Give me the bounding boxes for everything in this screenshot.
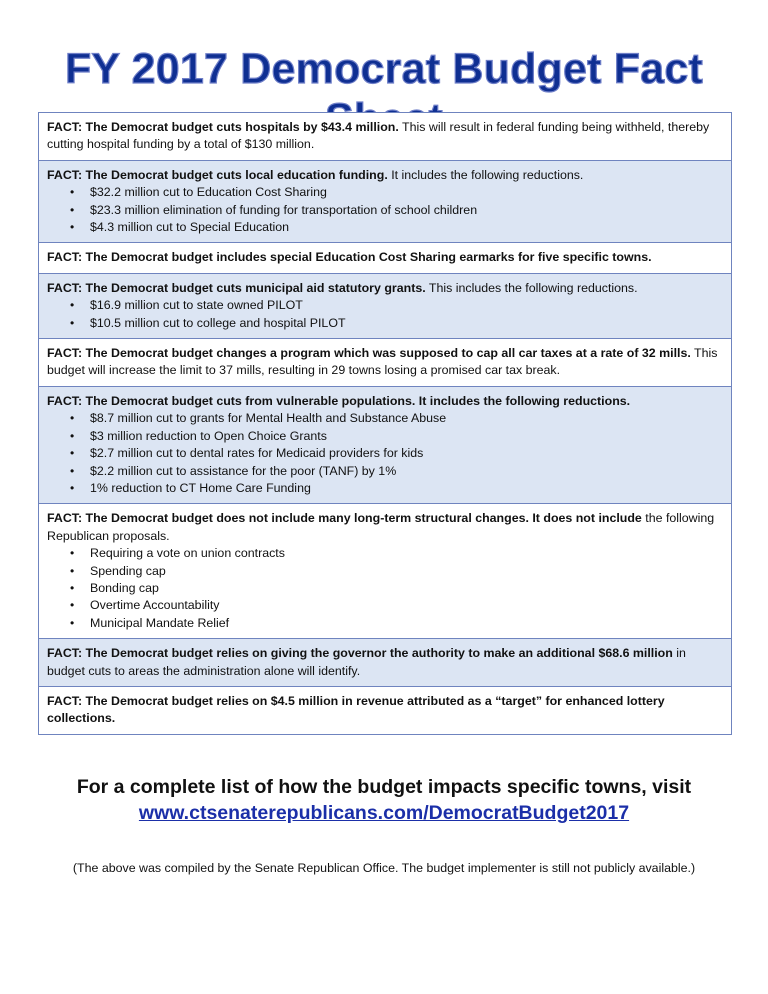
bullet-item: • $32.2 million cut to Education Cost Sharing: [90, 184, 723, 201]
fact-row: [39, 639, 731, 687]
bullet-item: • Spending cap: [90, 563, 723, 580]
fact-lead: FACT: The Democrat budget cuts local education funding.: [47, 167, 388, 182]
bullet-list: [47, 545, 723, 632]
bullet-item: • $3 million reduction to Open Choice Grants: [90, 428, 723, 445]
bullet-item: • Requiring a vote on union contracts: [90, 545, 723, 562]
fact-text: It includes the following reductions.: [387, 167, 584, 182]
fact-row: [39, 339, 731, 387]
bullet-item: • Overtime Accountability: [90, 597, 723, 614]
fact-lead: FACT: The Democrat budget cuts hospitals by $43.4 million.: [47, 120, 399, 134]
bullet-item: • $2.7 million cut to dental rates for Medicaid providers for kids: [90, 445, 723, 462]
fact-lead: FACT: The Democrat budget changes a program which was supposed to cap all car taxes at a rate of 32 mills.: [47, 346, 691, 361]
visit-text: For a complete list of how the budget impacts specific towns, visit: [76, 776, 692, 798]
bullet-item: • 1% reduction to CT Home Care Funding: [90, 480, 723, 497]
fact-lead: FACT: The Democrat budget cuts municipal aid statutory grants.: [47, 280, 426, 295]
page-title: FY 2017 Democrat Budget Fact: [64, 45, 704, 93]
fact-row: [39, 274, 731, 339]
bullet-list: [47, 410, 723, 497]
fact-lead: FACT: The Democrat budget relies on $4.5 million in revenue attributed as a “target” for enhanced lottery collections.: [47, 693, 665, 726]
fact-text: the following Republican proposals.: [47, 511, 715, 543]
fact-row: [39, 243, 731, 273]
fact-row: [39, 504, 731, 639]
footnote: (The above was compiled by the Senate Republican Office. The budget implementer is still not publicly available.): [72, 861, 696, 875]
fact-lead: FACT: The Democrat budget relies on giving the governor the authority to make an additional $68.6 million: [47, 646, 673, 661]
bullet-item: • Municipal Mandate Relief: [90, 615, 723, 632]
fact-text: in budget cuts to areas the administration alone will identify.: [47, 646, 686, 678]
bullet-item: • $10.5 million cut to college and hospital PILOT: [90, 315, 723, 332]
fact-text: This budget will increase the limit to 37 mills, resulting in 29 towns losing a promised car tax break.: [47, 346, 718, 378]
fact-row: [39, 161, 731, 244]
fact-lead: FACT: The Democrat budget cuts from vulnerable populations. It includes the following reductions.: [47, 393, 631, 408]
fact-lead: FACT: The Democrat budget includes special Education Cost Sharing earmarks for five specific towns.: [47, 250, 652, 265]
bullet-item: • $23.3 million elimination of funding for transportation of school children: [90, 202, 723, 219]
budget-link[interactable]: www.ctsenaterepublicans.com/DemocratBudget2017: [138, 802, 630, 824]
bullet-item: • $2.2 million cut to assistance for the poor (TANF) by 1%: [90, 463, 723, 480]
fact-table: [38, 112, 732, 735]
bullet-list: [47, 184, 723, 236]
bullet-item: • $8.7 million cut to grants for Mental Health and Substance Abuse: [90, 410, 723, 427]
bullet-item: • $16.9 million cut to state owned PILOT: [90, 297, 723, 314]
fact-row: [39, 687, 731, 734]
fact-text: This includes the following reductions.: [425, 280, 638, 295]
fact-lead: FACT: The Democrat budget does not include many long-term structural changes. It does not include: [47, 511, 642, 526]
fact-row: [39, 387, 731, 504]
fact-row: [39, 113, 731, 161]
bullet-item: • Bonding cap: [90, 580, 723, 597]
bullet-list: [47, 297, 723, 332]
bullet-item: • $4.3 million cut to Special Education: [90, 219, 723, 236]
fact-text: This will result in federal funding being withheld, thereby cutting hospital funding by a total of $130 million.: [47, 120, 710, 152]
